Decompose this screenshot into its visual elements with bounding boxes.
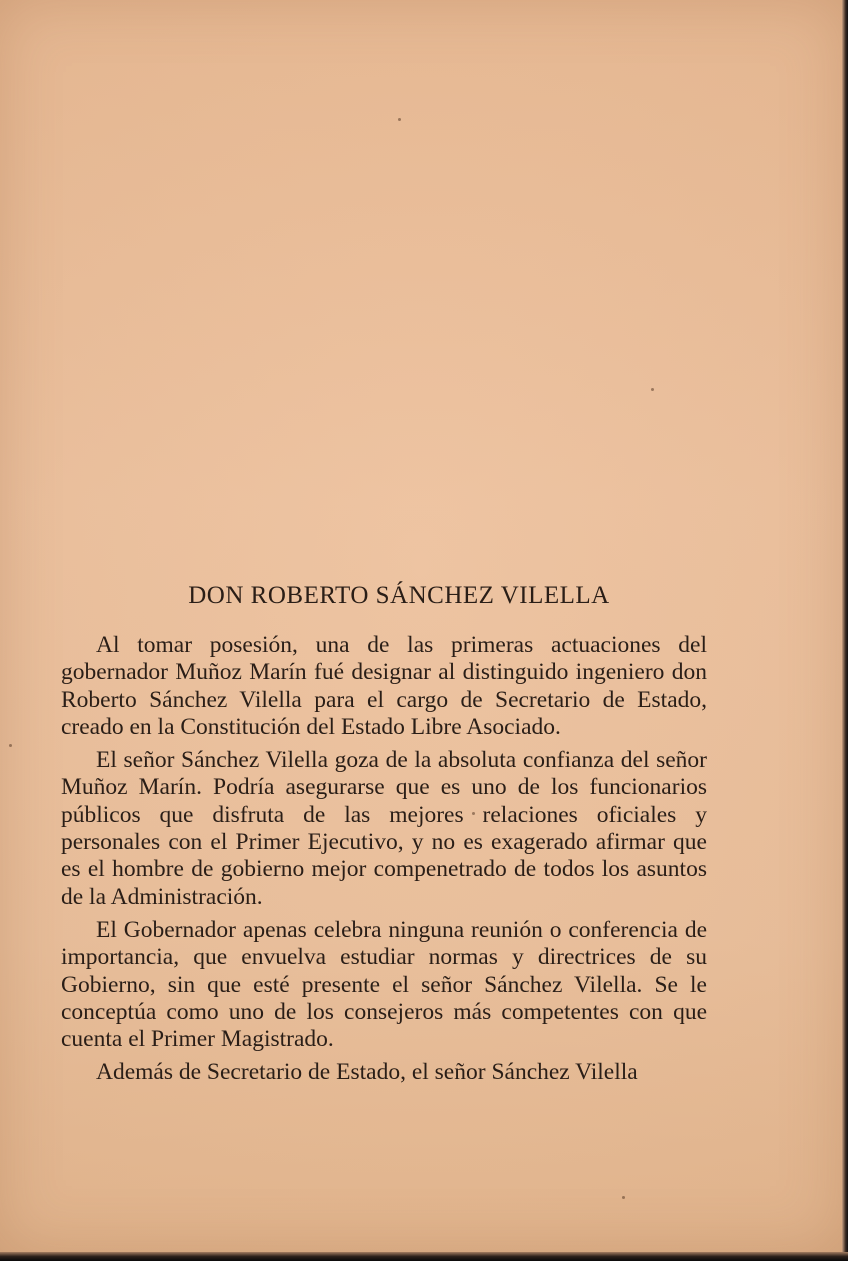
page-edge-right (842, 0, 848, 1261)
article (61, 582, 707, 1093)
paragraph-1: Al tomar posesión, una de las primeras actuaciones del gobernador Muñoz Marín fué designar al distinguido ingeniero don Roberto Sánchez Vilella para el cargo de Secretario de Estado, creado en la Constitución del Estado Libre Asociado. (61, 632, 707, 740)
paper-speck (398, 118, 401, 121)
paper-speck (651, 388, 654, 391)
paragraph-2: El señor Sánchez Vilella goza de la absoluta confianza del señor Muñoz Marín. Podría asegurarse que es uno de los funcionarios públicos que disfruta de las mejores relaciones oficiales y personales con el Primer Ejecutivo, y no es exagerado afirmar que es el hombre de gobierno mejor compenetrado de todos los asuntos de la Administración. (61, 747, 707, 910)
page-edge-bottom (0, 1252, 848, 1261)
paper-speck (9, 744, 12, 747)
paper-speck (622, 1196, 625, 1199)
paragraph-4: Además de Secretario de Estado, el señor Sánchez Vilella (96, 1059, 638, 1086)
article-title: DON ROBERTO SÁNCHEZ VILELLA (188, 582, 610, 609)
paragraph-3: El Gobernador apenas celebra ninguna reunión o conferencia de importancia, que envuelva estudiar normas y directrices de su Gobierno, sin que esté presente el señor Sánchez Vilella. Se le conceptúa como uno de los consejeros más competentes con que cuenta el Primer Magistrado. (61, 916, 707, 1053)
